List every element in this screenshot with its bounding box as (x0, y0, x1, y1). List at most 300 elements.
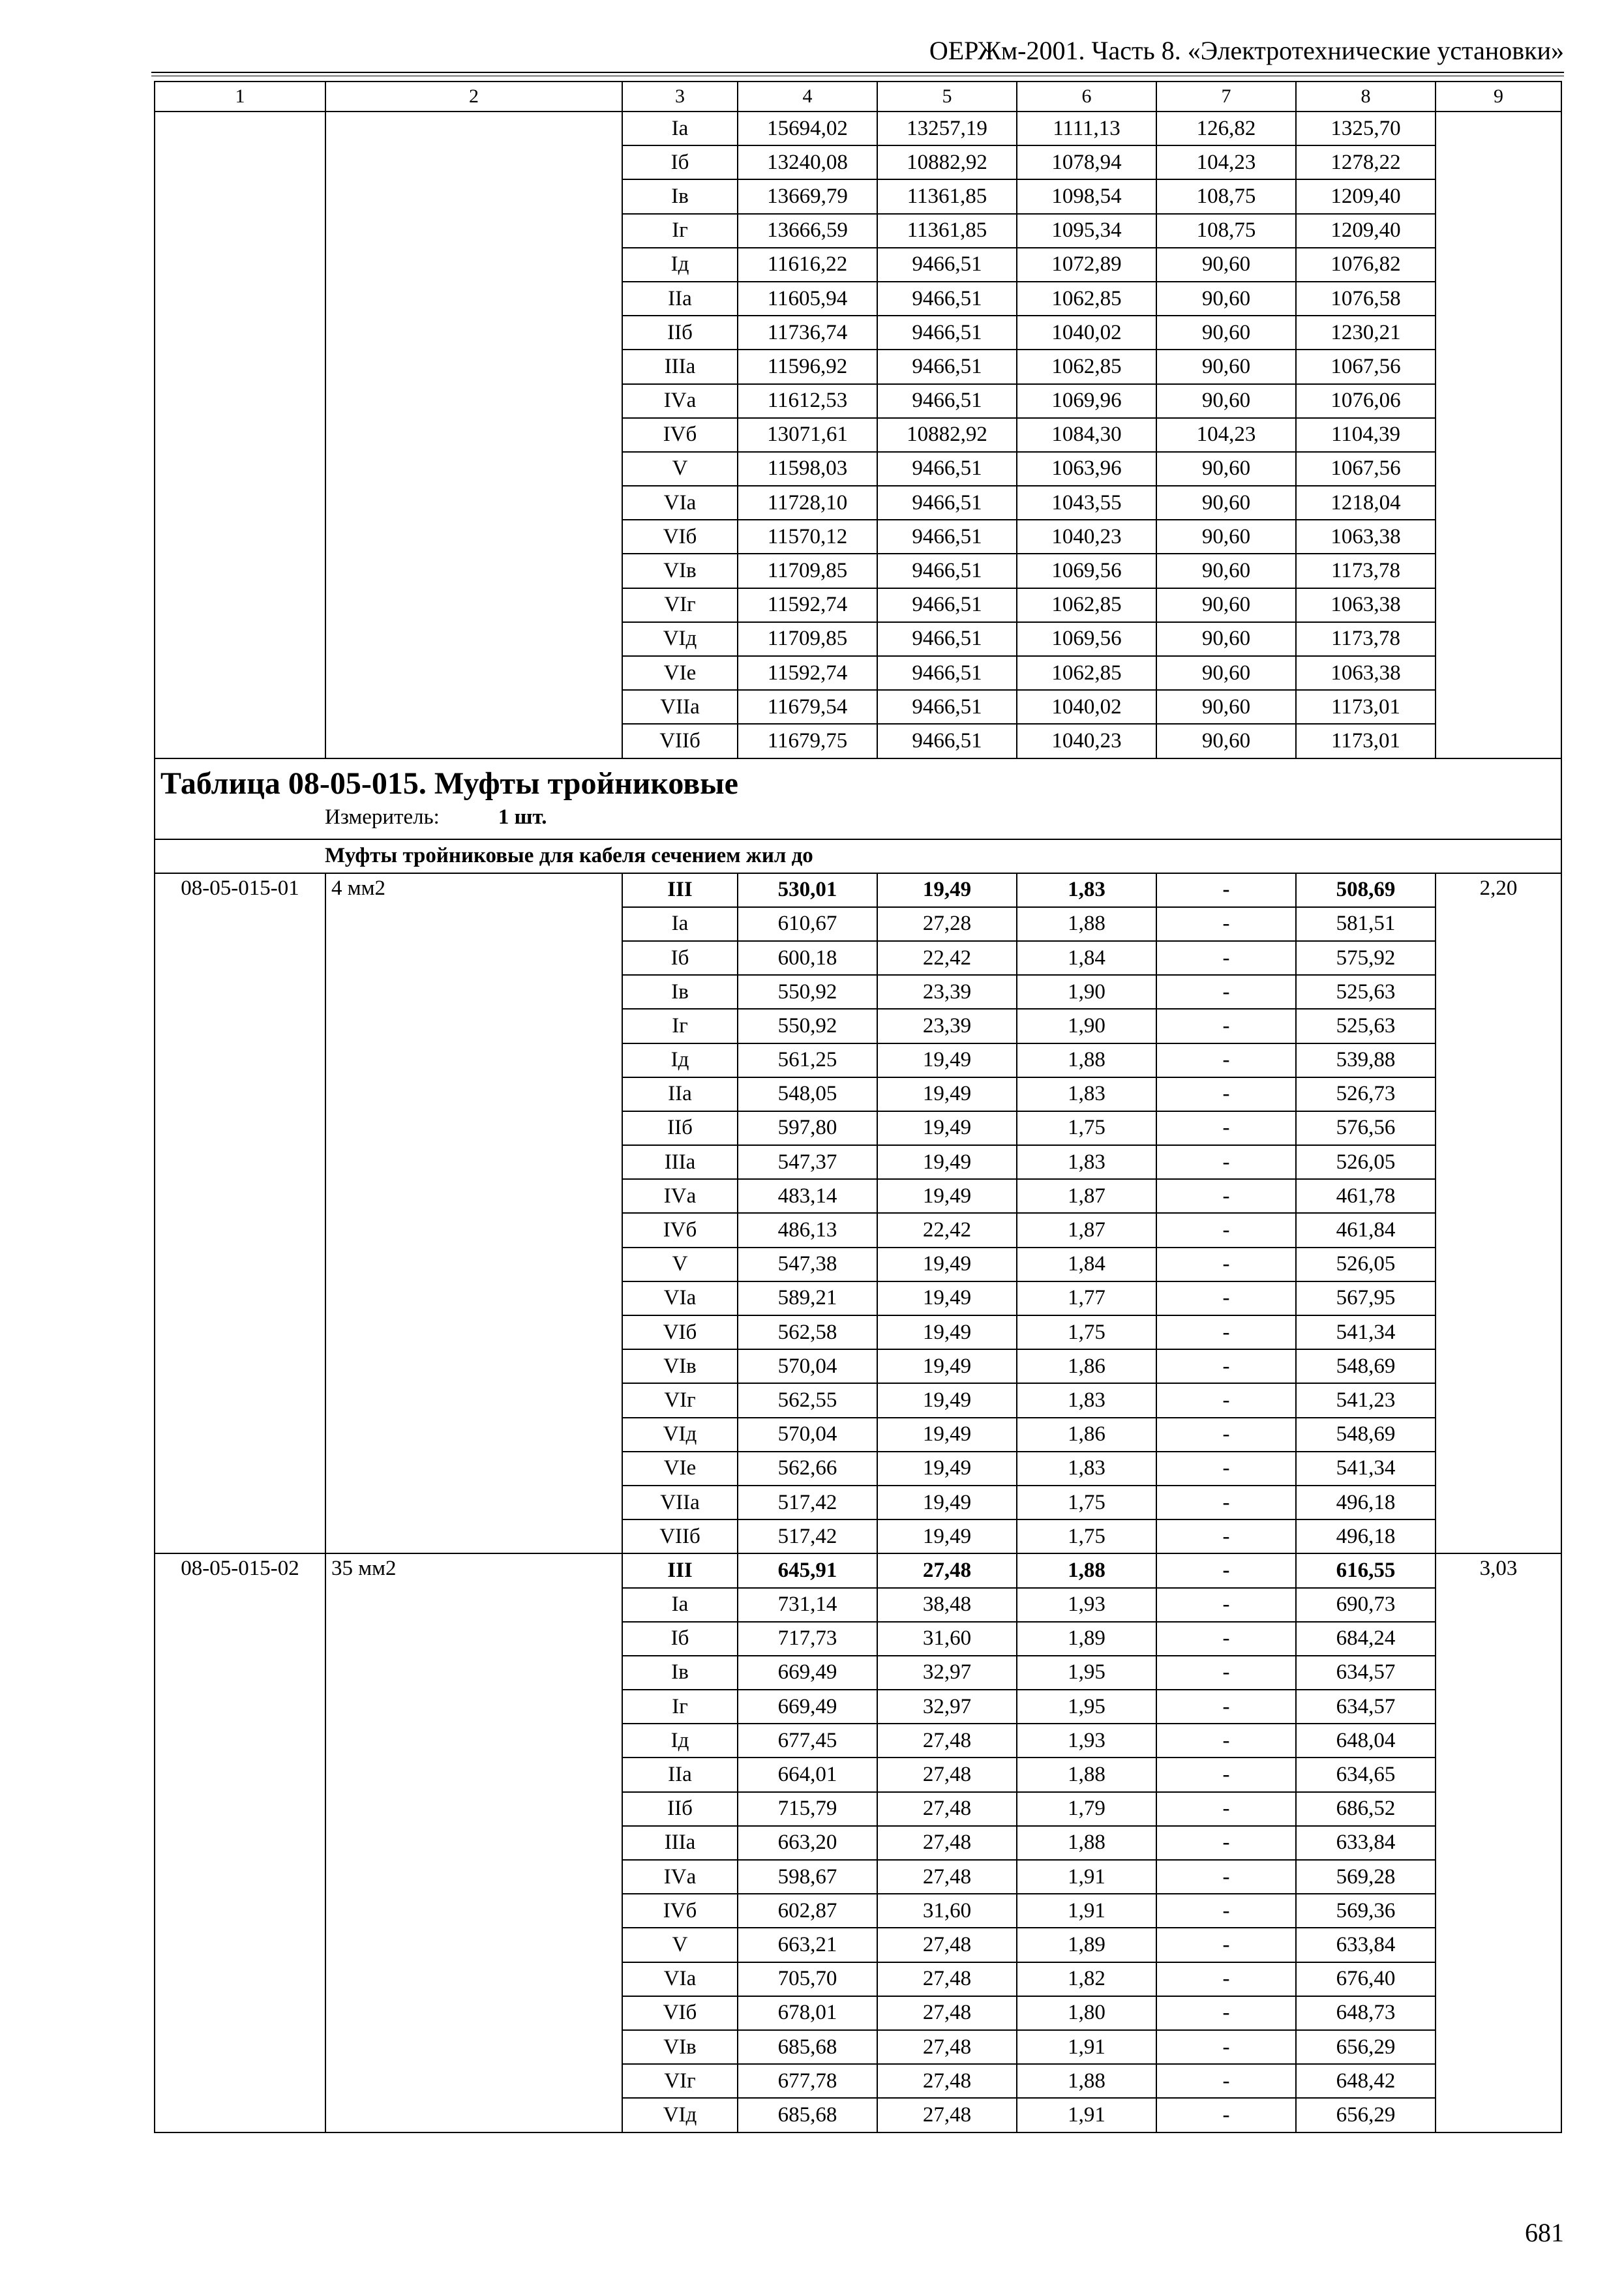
page-header: ОЕРЖм-2001. Часть 8. «Электротехнические установки» (929, 36, 1564, 65)
value-cell: 23,39 (877, 975, 1017, 1009)
value-cell: 38,48 (877, 1588, 1017, 1622)
value-cell: 562,58 (738, 1315, 877, 1349)
value-cell: 31,60 (877, 1622, 1017, 1656)
value-cell: - (1156, 1724, 1296, 1758)
value-cell: 548,69 (1296, 1349, 1436, 1383)
table-caption-row (155, 758, 1561, 839)
zone-index: VIе (622, 656, 738, 690)
value-cell: - (1156, 1553, 1296, 1587)
value-cell: - (1156, 1622, 1296, 1656)
zone-index: Iб (622, 941, 738, 975)
zone-index: Iд (622, 1043, 738, 1077)
value-cell: 19,49 (877, 1519, 1017, 1553)
zone-index: IVа (622, 384, 738, 418)
value-cell: 1063,96 (1017, 452, 1156, 486)
value-cell: - (1156, 975, 1296, 1009)
value-cell: 11570,12 (738, 520, 877, 554)
value-cell: - (1156, 1111, 1296, 1145)
value-cell: 645,91 (738, 1553, 877, 1587)
value-cell: 1,84 (1017, 941, 1156, 975)
value-cell: 525,63 (1296, 975, 1436, 1009)
value-cell: 634,57 (1296, 1656, 1436, 1690)
value-cell: 1,93 (1017, 1724, 1156, 1758)
value-cell: 1063,38 (1296, 656, 1436, 690)
value-cell: 1,83 (1017, 1452, 1156, 1486)
value-cell: 19,49 (877, 1418, 1017, 1452)
value-cell: 669,49 (738, 1690, 877, 1724)
value-cell: - (1156, 1383, 1296, 1417)
value-cell: 1078,94 (1017, 145, 1156, 179)
value-cell: 541,34 (1296, 1315, 1436, 1349)
value-cell: 685,68 (738, 2030, 877, 2064)
value-cell: 32,97 (877, 1690, 1017, 1724)
value-cell: 19,49 (877, 1315, 1017, 1349)
value-cell: 1,75 (1017, 1519, 1156, 1553)
zone-index: IIб (622, 1111, 738, 1145)
value-cell: 1076,06 (1296, 384, 1436, 418)
value-cell: 19,49 (877, 1111, 1017, 1145)
value-cell: 108,75 (1156, 179, 1296, 213)
value-cell: 526,05 (1296, 1248, 1436, 1281)
table-row (155, 1553, 1561, 1587)
value-cell: 1067,56 (1296, 452, 1436, 486)
value-cell: 656,29 (1296, 2098, 1436, 2132)
value-cell: 562,55 (738, 1383, 877, 1417)
zone-index: VIв (622, 1349, 738, 1383)
zone-index: VIб (622, 520, 738, 554)
value-cell: 104,23 (1156, 418, 1296, 452)
value-cell: 1072,89 (1017, 248, 1156, 282)
value-cell: 663,20 (738, 1826, 877, 1860)
value-cell: 1076,58 (1296, 282, 1436, 316)
zone-index: VIг (622, 2064, 738, 2098)
value-cell: 11592,74 (738, 656, 877, 690)
value-cell: 13257,19 (877, 112, 1017, 145)
table-caption (155, 758, 1561, 839)
value-cell: - (1156, 1043, 1296, 1077)
value-cell: 90,60 (1156, 690, 1296, 724)
zone-index: VIIб (622, 1519, 738, 1553)
value-cell: - (1156, 1077, 1296, 1111)
value-cell: 27,48 (877, 1860, 1017, 1894)
value-cell: 1,77 (1017, 1281, 1156, 1315)
value-cell: 27,48 (877, 1553, 1017, 1587)
value-cell: 1062,85 (1017, 656, 1156, 690)
zone-index: Iд (622, 1724, 738, 1758)
value-cell: 569,36 (1296, 1894, 1436, 1928)
value-cell: 126,82 (1156, 112, 1296, 145)
value-cell: 11728,10 (738, 486, 877, 520)
zone-index: IIIа (622, 1826, 738, 1860)
value-cell: 570,04 (738, 1418, 877, 1452)
value-cell: 705,70 (738, 1962, 877, 1996)
value-cell: - (1156, 2064, 1296, 2098)
value-cell: 15694,02 (738, 112, 877, 145)
header-rule (151, 72, 1564, 73)
value-cell: 676,40 (1296, 1962, 1436, 1996)
value-cell: 9466,51 (877, 588, 1017, 622)
value-cell: 1,82 (1017, 1962, 1156, 1996)
value-cell: 569,28 (1296, 1860, 1436, 1894)
value-cell: 19,49 (877, 1248, 1017, 1281)
value-cell: 9466,51 (877, 452, 1017, 486)
value-cell: 9466,51 (877, 316, 1017, 350)
value-cell: 1,84 (1017, 1248, 1156, 1281)
value-cell: 634,65 (1296, 1758, 1436, 1791)
value-cell: 90,60 (1156, 316, 1296, 350)
value-cell: 1,91 (1017, 2030, 1156, 2064)
value-cell: 548,05 (738, 1077, 877, 1111)
value-cell: 1218,04 (1296, 486, 1436, 520)
item-col9: 2,20 (1436, 873, 1561, 1554)
zone-index: Iг (622, 214, 738, 248)
value-cell: - (1156, 2098, 1296, 2132)
value-cell: 483,14 (738, 1179, 877, 1213)
value-cell: 1076,82 (1296, 248, 1436, 282)
zone-index: VIа (622, 1281, 738, 1315)
value-cell: 1209,40 (1296, 214, 1436, 248)
value-cell: 589,21 (738, 1281, 877, 1315)
value-cell: 9466,51 (877, 622, 1017, 656)
value-cell: 1,75 (1017, 1111, 1156, 1145)
value-cell: 11616,22 (738, 248, 877, 282)
zone-index: IIа (622, 282, 738, 316)
value-cell: 1,93 (1017, 1588, 1156, 1622)
value-cell: 1095,34 (1017, 214, 1156, 248)
value-cell: - (1156, 1009, 1296, 1043)
value-cell: 1,83 (1017, 873, 1156, 907)
value-cell: - (1156, 1349, 1296, 1383)
value-cell: 22,42 (877, 1213, 1017, 1247)
value-cell: - (1156, 1894, 1296, 1928)
value-cell: 1,80 (1017, 1996, 1156, 2030)
value-cell: 1,88 (1017, 907, 1156, 941)
value-cell: 1069,96 (1017, 384, 1156, 418)
zone-index: VIIа (622, 690, 738, 724)
value-cell: - (1156, 1928, 1296, 1962)
zone-index: Iд (622, 248, 738, 282)
value-cell: 90,60 (1156, 350, 1296, 383)
value-cell: 19,49 (877, 1179, 1017, 1213)
zone-index: IVа (622, 1179, 738, 1213)
value-cell: 1278,22 (1296, 145, 1436, 179)
value-cell: 19,49 (877, 1145, 1017, 1179)
value-cell: - (1156, 1486, 1296, 1519)
value-cell: 90,60 (1156, 520, 1296, 554)
value-cell: 496,18 (1296, 1519, 1436, 1553)
zone-index: VIв (622, 554, 738, 588)
section-row (155, 839, 1561, 873)
zone-index: VIе (622, 1452, 738, 1486)
value-cell: 11612,53 (738, 384, 877, 418)
value-cell: - (1156, 1656, 1296, 1690)
zone-index: IIа (622, 1758, 738, 1791)
value-cell: 27,48 (877, 1928, 1017, 1962)
value-cell: - (1156, 1315, 1296, 1349)
table-row (155, 873, 1561, 907)
zone-index: IIIа (622, 350, 738, 383)
value-cell: 547,38 (738, 1248, 877, 1281)
measure-label: Измеритель: (325, 805, 440, 829)
value-cell: 541,34 (1296, 1452, 1436, 1486)
value-cell: 1,75 (1017, 1315, 1156, 1349)
zone-index: Iб (622, 145, 738, 179)
value-cell: - (1156, 1213, 1296, 1247)
code-cell (155, 112, 325, 758)
value-cell: 90,60 (1156, 452, 1296, 486)
value-cell: 1,88 (1017, 1758, 1156, 1791)
price-table (154, 81, 1562, 2133)
zone-index: IIIа (622, 1145, 738, 1179)
value-cell: 567,95 (1296, 1281, 1436, 1315)
value-cell: 539,88 (1296, 1043, 1436, 1077)
value-cell: 9466,51 (877, 282, 1017, 316)
value-cell: 11679,75 (738, 724, 877, 758)
zone-index: Iв (622, 1656, 738, 1690)
value-cell: 11361,85 (877, 179, 1017, 213)
col9-cell (1436, 112, 1561, 758)
value-cell: 10882,92 (877, 418, 1017, 452)
value-cell: 1,88 (1017, 1553, 1156, 1587)
value-cell: 1325,70 (1296, 112, 1436, 145)
value-cell: 715,79 (738, 1792, 877, 1826)
value-cell: 1,95 (1017, 1690, 1156, 1724)
name-cell (325, 112, 622, 758)
value-cell: 547,37 (738, 1145, 877, 1179)
value-cell: 9466,51 (877, 350, 1017, 383)
value-cell: 27,48 (877, 1962, 1017, 1996)
zone-index: VIа (622, 1962, 738, 1996)
value-cell: 517,42 (738, 1519, 877, 1553)
value-cell: 526,73 (1296, 1077, 1436, 1111)
value-cell: - (1156, 1588, 1296, 1622)
column-number: 8 (1296, 82, 1436, 112)
value-cell: 104,23 (1156, 145, 1296, 179)
zone-index: VIIб (622, 724, 738, 758)
value-cell: 27,48 (877, 1996, 1017, 2030)
value-cell: 31,60 (877, 1894, 1017, 1928)
value-cell: - (1156, 2030, 1296, 2064)
zone-index: VIд (622, 622, 738, 656)
value-cell: 90,60 (1156, 622, 1296, 656)
value-cell: - (1156, 1281, 1296, 1315)
value-cell: 1,88 (1017, 2064, 1156, 2098)
value-cell: - (1156, 1690, 1296, 1724)
value-cell: 22,42 (877, 941, 1017, 975)
value-cell: 9466,51 (877, 520, 1017, 554)
value-cell: 19,49 (877, 1349, 1017, 1383)
value-cell: 1040,23 (1017, 724, 1156, 758)
value-cell: 1067,56 (1296, 350, 1436, 383)
value-cell: 9466,51 (877, 384, 1017, 418)
value-cell: - (1156, 1962, 1296, 1996)
value-cell: 731,14 (738, 1588, 877, 1622)
value-cell: 11605,94 (738, 282, 877, 316)
zone-index: Iв (622, 179, 738, 213)
value-cell: 597,80 (738, 1111, 877, 1145)
zone-index: VIIа (622, 1486, 738, 1519)
value-cell: 1,95 (1017, 1656, 1156, 1690)
value-cell: 526,05 (1296, 1145, 1436, 1179)
zone-index: IVб (622, 1894, 738, 1928)
value-cell: 575,92 (1296, 941, 1436, 975)
value-cell: 11709,85 (738, 554, 877, 588)
value-cell: - (1156, 1792, 1296, 1826)
value-cell: 1043,55 (1017, 486, 1156, 520)
zone-index: V (622, 452, 738, 486)
value-cell: 13240,08 (738, 145, 877, 179)
value-cell: 1,90 (1017, 975, 1156, 1009)
value-cell: 10882,92 (877, 145, 1017, 179)
value-cell: 27,48 (877, 2098, 1017, 2132)
value-cell: 11736,74 (738, 316, 877, 350)
value-cell: 9466,51 (877, 248, 1017, 282)
value-cell: 90,60 (1156, 724, 1296, 758)
value-cell: 576,56 (1296, 1111, 1436, 1145)
value-cell: - (1156, 1519, 1296, 1553)
zone-index: IIб (622, 316, 738, 350)
value-cell: - (1156, 1860, 1296, 1894)
column-number: 2 (325, 82, 622, 112)
value-cell: 13071,61 (738, 418, 877, 452)
value-cell: 1,89 (1017, 1928, 1156, 1962)
column-number: 5 (877, 82, 1017, 112)
value-cell: 570,04 (738, 1349, 877, 1383)
value-cell: 508,69 (1296, 873, 1436, 907)
value-cell: 90,60 (1156, 554, 1296, 588)
value-cell: 525,63 (1296, 1009, 1436, 1043)
value-cell: - (1156, 1179, 1296, 1213)
column-number: 9 (1436, 82, 1561, 112)
value-cell: 1,87 (1017, 1213, 1156, 1247)
value-cell: 1,83 (1017, 1383, 1156, 1417)
zone-index: VIг (622, 588, 738, 622)
value-cell: - (1156, 1452, 1296, 1486)
zone-index: VIд (622, 1418, 738, 1452)
value-cell: 686,52 (1296, 1792, 1436, 1826)
value-cell: 677,45 (738, 1724, 877, 1758)
value-cell: 1,91 (1017, 1860, 1156, 1894)
value-cell: - (1156, 1758, 1296, 1791)
item-code: 08-05-015-02 (155, 1553, 325, 2132)
value-cell: 1,91 (1017, 1894, 1156, 1928)
value-cell: 9466,51 (877, 690, 1017, 724)
zone-index: Iа (622, 1588, 738, 1622)
value-cell: 11679,54 (738, 690, 877, 724)
zone-index: Iа (622, 112, 738, 145)
value-cell: 548,69 (1296, 1418, 1436, 1452)
zone-index: Iб (622, 1622, 738, 1656)
zone-index: III (622, 1553, 738, 1587)
value-cell: 1063,38 (1296, 520, 1436, 554)
value-cell: 1173,01 (1296, 690, 1436, 724)
value-cell: 690,73 (1296, 1588, 1436, 1622)
column-number: 1 (155, 82, 325, 112)
value-cell: 11596,92 (738, 350, 877, 383)
value-cell: 1040,02 (1017, 690, 1156, 724)
value-cell: 19,49 (877, 1452, 1017, 1486)
zone-index: Iа (622, 907, 738, 941)
value-cell: 550,92 (738, 1009, 877, 1043)
zone-index: Iг (622, 1009, 738, 1043)
value-cell: 461,78 (1296, 1179, 1436, 1213)
value-cell: - (1156, 1996, 1296, 2030)
value-cell: 19,49 (877, 873, 1017, 907)
value-cell: 663,21 (738, 1928, 877, 1962)
value-cell: 27,48 (877, 1758, 1017, 1791)
zone-index: IIа (622, 1077, 738, 1111)
value-cell: 32,97 (877, 1656, 1017, 1690)
value-cell: 9466,51 (877, 724, 1017, 758)
value-cell: 610,67 (738, 907, 877, 941)
value-cell: 1040,23 (1017, 520, 1156, 554)
value-cell: - (1156, 941, 1296, 975)
value-cell: 602,87 (738, 1894, 877, 1928)
item-name: 4 мм2 (325, 873, 622, 1554)
value-cell: 717,73 (738, 1622, 877, 1656)
value-cell: 1173,78 (1296, 554, 1436, 588)
value-cell: 27,48 (877, 1792, 1017, 1826)
value-cell: - (1156, 873, 1296, 907)
value-cell: 90,60 (1156, 656, 1296, 690)
value-cell: 19,49 (877, 1043, 1017, 1077)
column-number: 4 (738, 82, 877, 112)
value-cell: 1173,78 (1296, 622, 1436, 656)
value-cell: 1062,85 (1017, 350, 1156, 383)
value-cell: 1209,40 (1296, 179, 1436, 213)
item-col9: 3,03 (1436, 1553, 1561, 2132)
value-cell: 23,39 (877, 1009, 1017, 1043)
item-name: 35 мм2 (325, 1553, 622, 2132)
value-cell: 496,18 (1296, 1486, 1436, 1519)
value-cell: 1062,85 (1017, 588, 1156, 622)
value-cell: 1040,02 (1017, 316, 1156, 350)
column-number: 6 (1017, 82, 1156, 112)
value-cell: 541,23 (1296, 1383, 1436, 1417)
column-number: 7 (1156, 82, 1296, 112)
zone-index: VIг (622, 1383, 738, 1417)
value-cell: 1,83 (1017, 1145, 1156, 1179)
value-cell: 19,49 (877, 1486, 1017, 1519)
value-cell: 664,01 (738, 1758, 877, 1791)
value-cell: 90,60 (1156, 282, 1296, 316)
section-title: Муфты тройниковые для кабеля сечением жил до (155, 839, 1561, 873)
value-cell: 648,04 (1296, 1724, 1436, 1758)
value-cell: 13666,59 (738, 214, 877, 248)
value-cell: 11361,85 (877, 214, 1017, 248)
value-cell: 11592,74 (738, 588, 877, 622)
value-cell: 530,01 (738, 873, 877, 907)
zone-index: VIв (622, 2030, 738, 2064)
zone-index: VIб (622, 1315, 738, 1349)
zone-index: IVб (622, 418, 738, 452)
zone-index: VIа (622, 486, 738, 520)
value-cell: 13669,79 (738, 179, 877, 213)
value-cell: 669,49 (738, 1656, 877, 1690)
zone-index: V (622, 1928, 738, 1962)
value-cell: 1,86 (1017, 1418, 1156, 1452)
measure-line (160, 807, 1556, 828)
value-cell: 677,78 (738, 2064, 877, 2098)
table-title: Таблица 08-05-015. Муфты тройниковые (160, 766, 738, 801)
value-cell: 486,13 (738, 1213, 877, 1247)
value-cell: 633,84 (1296, 1928, 1436, 1962)
value-cell: 27,28 (877, 907, 1017, 941)
value-cell: 9466,51 (877, 554, 1017, 588)
value-cell: 90,60 (1156, 384, 1296, 418)
value-cell: 1,75 (1017, 1486, 1156, 1519)
measure-unit: 1 шт. (498, 805, 547, 829)
